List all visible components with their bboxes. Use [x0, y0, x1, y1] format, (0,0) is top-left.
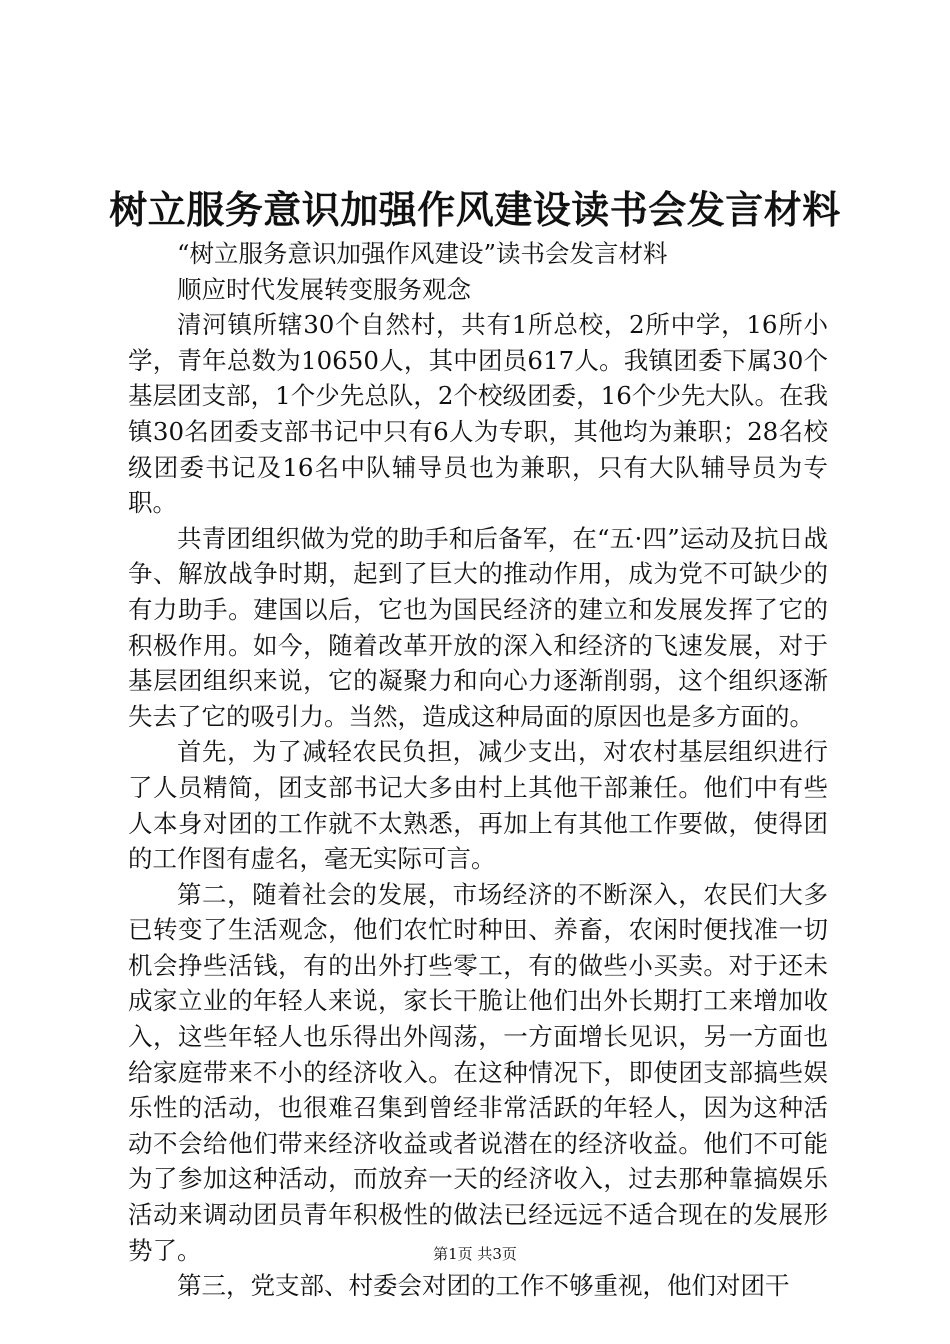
- page-number-footer: 第1页 共3页: [433, 1245, 517, 1263]
- document-title: 树立服务意识加强作风建设读书会发言材料: [109, 187, 841, 232]
- document-body: [128, 236, 828, 1304]
- body-paragraph: 第三，党支部、村委会对团的工作不够重视，他们对团干: [177, 1271, 790, 1301]
- body-paragraph: 第二，随着社会的发展，市场经济的不断深入，农民们大多已转变了生活观念，他们农忙时种田、养畜，农闲时便找准一切机会挣些活钱，有的出外打些零工，有的做些小买卖。对于还未成家立业的年轻人来说，家长干脆让他们出外长期打工来增加收入，这些年轻人也乐得出外闯荡，一方面增长见识，另一方面也给家庭带来不小的经济收入。在这种情况下，即使团支部搞些娱乐性的活动，也很难召集到曾经非常活跃的年轻人，因为这种活动不会给他们带来经济收益或者说潜在的经济收益。他们不可能为了参加这种活动，而放弃一天的经济收入，过去那种靠搞娱乐活动来调动团员青年积极性的做法已经远远不适合现在的发展形势了。: [128, 879, 828, 1265]
- heading-paragraph: 顺应时代发展转变服务观念: [177, 274, 471, 304]
- body-paragraph: 共青团组织做为党的助手和后备军，在“五·四”运动及抗日战争、解放战争时期，起到了巨大的推动作用，成为党不可缺少的有力助手。建国以后，它也为国民经济的建立和发展发挥了它的积极作用。如今，随着改革开放的深入和经济的飞速发展，对于基层团组织来说，它的凝聚力和向心力逐渐削弱，这个组织逐渐失去了它的吸引力。当然，造成这种局面的原因也是多方面的。: [128, 523, 828, 731]
- subtitle-paragraph: “树立服务意识加强作风建设”读书会发言材料: [177, 239, 668, 268]
- body-paragraph: 首先，为了减轻农民负担，减少支出，对农村基层组织进行了人员精简，团支部书记大多由村上其他干部兼任。他们中有些人本身对团的工作就不太熟悉，再加上有其他工作要做，使得团的工作图有虚名，毫无实际可言。: [128, 737, 828, 874]
- body-paragraph: 清河镇所辖30个自然村，共有1所总校，2所中学，16所小学，青年总数为10650人，其中团员617人。我镇团委下属30个基层团支部，1个少先总队，2个校级团委，16个少先大队。在我镇30名团委支部书记中只有6人为专职，其他均为兼职；28名校级团委书记及16名中队辅导员也为兼职，只有大队辅导员为专职。: [128, 310, 828, 518]
